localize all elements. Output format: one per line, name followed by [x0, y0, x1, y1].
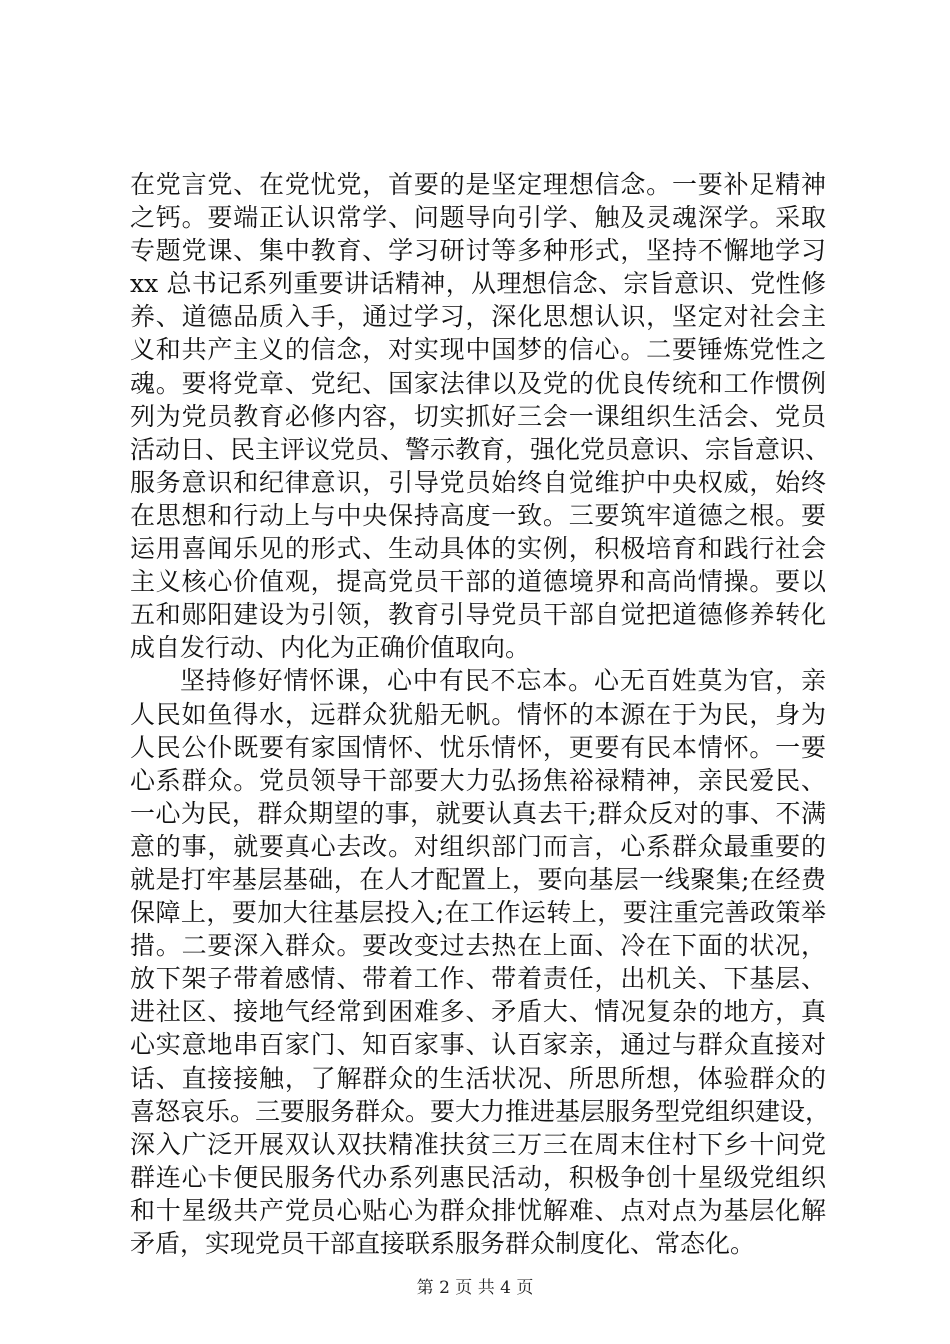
text-line: 在思想和行动上与中央保持高度一致。三要筑牢道德之根。要: [130, 500, 826, 530]
text-line: 在党言党、在党忧党，首要的是坚定理想信念。一要补足精神: [130, 170, 826, 199]
text-line: 深入广泛开展双认双扶精准扶贫三万三在周末住村下乡十问党: [130, 1129, 826, 1159]
paragraph: [130, 168, 831, 664]
text-line: 进社区、接地气经常到困难多、矛盾大、情况复杂的地方，真: [130, 997, 826, 1027]
text-line: 人民如鱼得水，远群众犹船无帆。情怀的本源在于为民，身为: [130, 699, 826, 729]
text-line: 之钙。要端正认识常学、问题导向引学、触及灵魂深学。采取: [130, 203, 826, 233]
text-line: 措。二要深入群众。要改变过去热在上面、冷在下面的状况，: [130, 931, 826, 961]
text-line: 列为党员教育必修内容，切实抓好三会一课组织生活会、党员: [130, 401, 826, 431]
text-line: xx 总书记系列重要讲话精神，从理想信念、宗旨意识、党性修: [130, 269, 826, 299]
text-line: 矛盾，实现党员干部直接联系服务群众制度化、常态化。: [130, 1229, 756, 1258]
text-line: 就是打牢基层基础，在人才配置上，要向基层一线聚集;在经费: [130, 864, 826, 894]
text-line: 人民公仆既要有家国情怀、忧乐情怀，更要有民本情怀。一要: [130, 732, 826, 762]
text-line: 义和共产主义的信念，对实现中国梦的信心。二要锤炼党性之: [130, 335, 826, 365]
text-line: 群连心卡便民服务代办系列惠民活动，积极争创十星级党组织: [130, 1162, 826, 1192]
text-line: 坚持修好情怀课，心中有民不忘本。心无百姓莫为官，亲: [180, 666, 826, 696]
text-line: 保障上，要加大往基层投入;在工作运转上，要注重完善政策举: [130, 898, 826, 928]
document-body: [130, 168, 831, 1260]
page-footer: 第 2 页 共 4 页: [416, 1278, 534, 1298]
text-line: 成自发行动、内化为正确价值取向。: [130, 633, 531, 663]
text-line: 专题党课、集中教育、学习研讨等多种形式，坚持不懈地学习: [130, 236, 826, 266]
text-line: 五和郧阳建设为引领，教育引导党员干部自觉把道德修养转化: [130, 600, 826, 630]
text-line: 服务意识和纪律意识，引导党员始终自觉维护中央权威，始终: [130, 467, 826, 497]
text-line: 运用喜闻乐见的形式、生动具体的实例，积极培育和践行社会: [130, 534, 826, 564]
text-line: 魂。要将党章、党纪、国家法律以及党的优良传统和工作惯例: [130, 368, 826, 398]
text-line: 意的事，就要真心去改。对组织部门而言，心系群众最重要的: [130, 831, 826, 861]
text-line: 心系群众。党员领导干部要大力弘扬焦裕禄精神，亲民爱民、: [130, 765, 826, 795]
text-line: 心实意地串百家门、知百家事、认百家亲，通过与群众直接对: [130, 1030, 826, 1060]
text-line: 养、道德品质入手，通过学习，深化思想认识，坚定对社会主: [130, 302, 826, 332]
text-line: 活动日、民主评议党员、警示教育，强化党员意识、宗旨意识、: [130, 434, 831, 464]
text-line: 和十星级共产党员心贴心为群众排忧解难、点对点为基层化解: [130, 1195, 826, 1225]
text-line: 一心为民，群众期望的事，就要认真去干;群众反对的事、不满: [130, 798, 826, 828]
text-line: 主义核心价值观，提高党员干部的道德境界和高尚情操。要以: [130, 567, 826, 597]
text-line: 喜怒哀乐。三要服务群众。要大力推进基层服务型党组织建设，: [130, 1096, 831, 1126]
text-line: 放下架子带着感情、带着工作、带着责任，出机关、下基层、: [130, 964, 826, 994]
paragraph: [130, 664, 831, 1260]
text-line: 话、直接接触，了解群众的生活状况、所思所想，体验群众的: [130, 1063, 826, 1093]
